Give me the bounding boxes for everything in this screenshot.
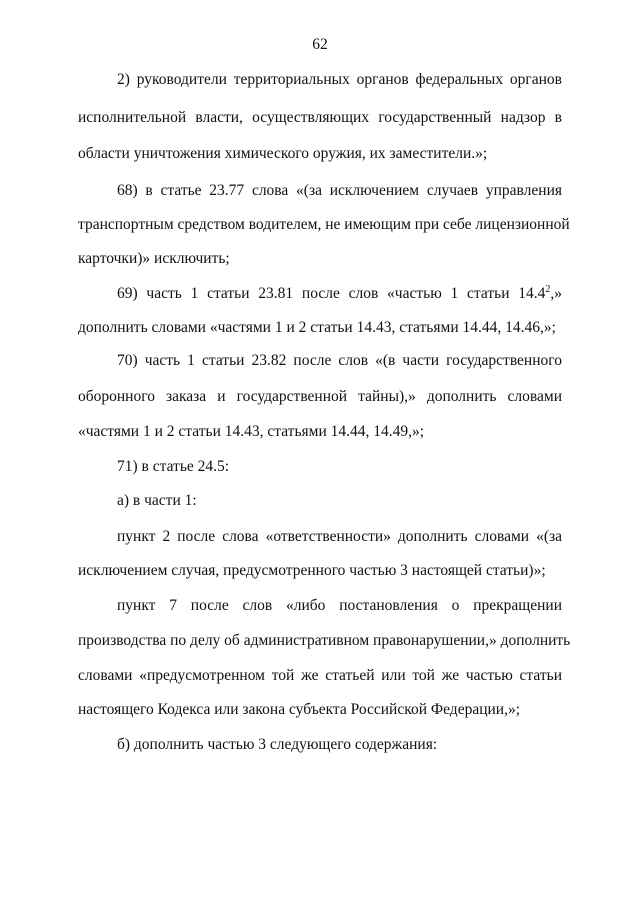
text-line: словами «предусмотренном той же статьей или той же частью статьи	[78, 667, 562, 684]
superscript: 2	[545, 283, 551, 295]
text-line: карточки)» исключить;	[78, 250, 230, 267]
text-line: исключением случая, предусмотренного частью 3 настоящей статьи)»;	[78, 562, 546, 579]
text-line: пункт 7 после слов «либо постановления о прекращении	[117, 597, 562, 614]
page-number: 62	[312, 36, 328, 53]
text-line: оборонного заказа и государственной тайны),» дополнить словами	[78, 388, 562, 405]
text-line: а) в части 1:	[117, 492, 197, 509]
text-line: б) дополнить частью 3 следующего содержания:	[117, 736, 438, 753]
text-line: транспортным средством водителем, не имеющим при себе лицензионной	[78, 216, 570, 233]
text-line: 2) руководители территориальных органов федеральных органов	[117, 71, 562, 88]
text-line: 68) в статье 23.77 слова «(за исключением случаев управления	[117, 182, 562, 199]
text-line: настоящего Кодекса или закона субъекта Российской Федерации,»;	[78, 701, 521, 718]
text-line: «частями 1 и 2 статьи 14.43, статьями 14.44, 14.49,»;	[78, 423, 425, 440]
text-line: области уничтожения химического оружия, их заместители.»;	[78, 145, 488, 162]
text-line: 70) часть 1 статьи 23.82 после слов «(в части государственного	[117, 352, 562, 369]
text-line: производства по делу об административном правонарушении,» дополнить	[78, 632, 571, 649]
text-line-with-superscript	[117, 284, 562, 304]
line-tail: ,»	[550, 285, 562, 302]
text-line: дополнить словами «частями 1 и 2 статьи 14.43, статьями 14.44, 14.46,»;	[78, 319, 556, 336]
text-line: исполнительной власти, осуществляющих государственный надзор в	[78, 109, 562, 126]
text-line: 71) в статье 24.5:	[117, 458, 230, 475]
text-line: пункт 2 после слова «ответственности» дополнить словами «(за	[117, 528, 562, 545]
line-text: 69) часть 1 статьи 23.81 после слов «частью 1 статьи 14.4	[117, 285, 546, 302]
